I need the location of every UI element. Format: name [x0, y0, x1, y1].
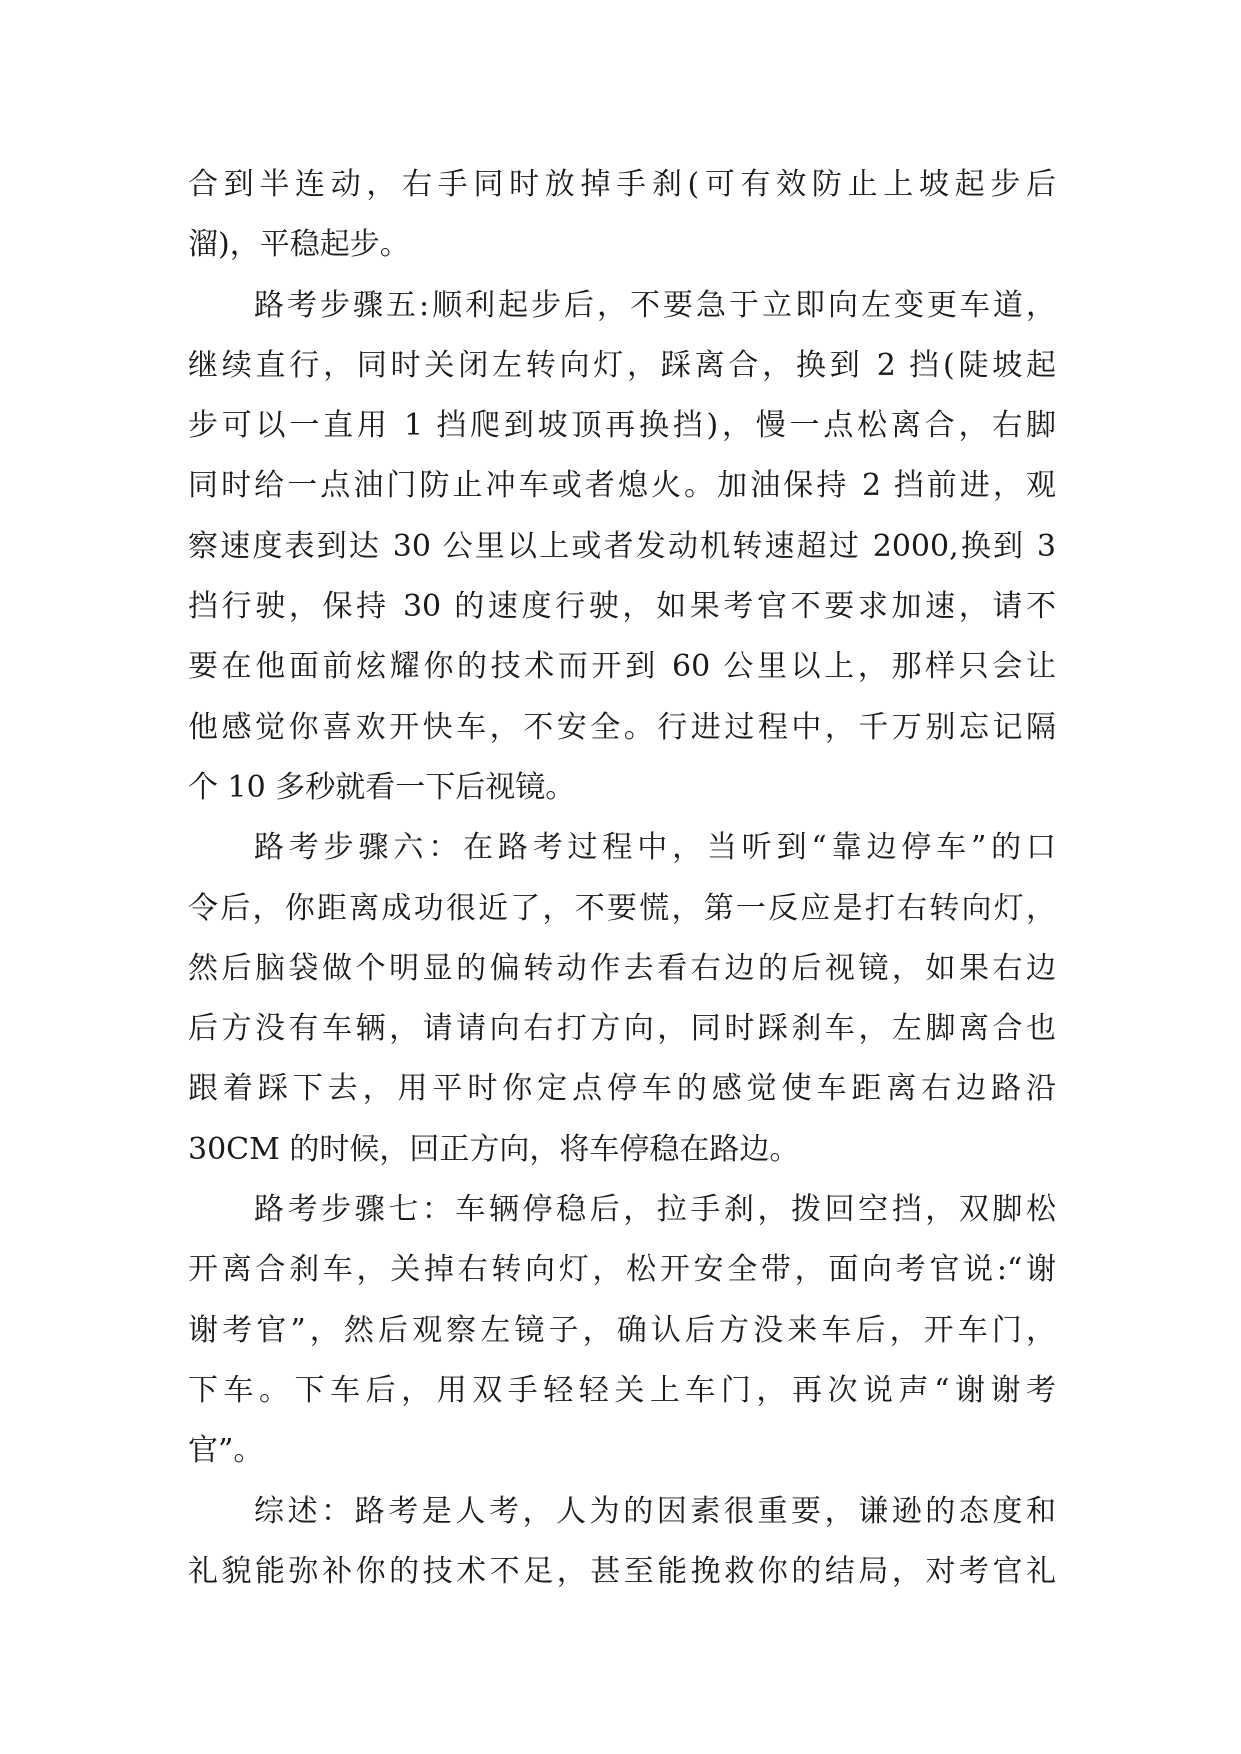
text-line: 30CM 的时候，回正方向，将车停稳在路边。	[188, 1131, 800, 1167]
text-line: 继续直行，同时关闭左转向灯，踩离合，换到 2 挡(陡坡起	[188, 347, 1056, 383]
paragraph-step-six	[188, 818, 1056, 1180]
text-line: 步可以一直用 1 挡爬到坡顶再换挡)，慢一点松离合，右脚	[188, 408, 1056, 444]
text-line: 他感觉你喜欢开快车，不安全。行进过程中，千万别忘记隔	[188, 709, 1056, 745]
text-line: 综述：路考是人考，人为的因素很重要，谦逊的态度和	[254, 1493, 1056, 1529]
text-line: 合到半连动，右手同时放掉手刹(可有效防止上坡起步后	[188, 167, 1056, 202]
paragraph-summary	[188, 1482, 1056, 1603]
text-line: 同时给一点油门防止冲车或者熄火。加油保持 2 挡前进，观	[188, 468, 1056, 504]
document-page	[188, 155, 1056, 1602]
text-line: 开离合刹车，关掉右转向灯，松开安全带，面向考官说:“谢	[188, 1252, 1056, 1288]
text-line: 溜)，平稳起步。	[188, 227, 410, 263]
text-line: 礼貌能弥补你的技术不足，甚至能挽救你的结局，对考官礼	[188, 1553, 1056, 1589]
text-line: 察速度表到达 30 公里以上或者发动机转速超过 2000,换到 3	[188, 528, 1056, 564]
text-line: 官”。	[188, 1433, 264, 1469]
text-line: 路考步骤五:顺利起步后，不要急于立即向左变更车道，	[254, 287, 1056, 323]
text-line: 下车。下车后，用双手轻轻关上车门，再次说声“谢谢考	[188, 1372, 1056, 1408]
text-line: 然后脑袋做个明显的偏转动作去看右边的后视镜，如果右边	[188, 950, 1056, 986]
paragraph-continuation	[188, 155, 1056, 276]
text-line: 个 10 多秒就看一下后视镜。	[188, 769, 576, 805]
text-line: 挡行驶，保持 30 的速度行驶，如果考官不要求加速，请不	[188, 589, 1056, 625]
text-line: 谢考官”，然后观察左镜子，确认后方没来车后，开车门，	[188, 1312, 1056, 1348]
text-line: 令后，你距离成功很近了，不要慌，第一反应是打右转向灯，	[188, 890, 1056, 926]
text-line: 要在他面前炫耀你的技术而开到 60 公里以上，那样只会让	[188, 649, 1056, 685]
text-line: 路考步骤七：车辆停稳后，拉手刹，拨回空挡，双脚松	[254, 1192, 1056, 1228]
text-line: 后方没有车辆，请请向右打方向，同时踩刹车，左脚离合也	[188, 1011, 1056, 1047]
paragraph-step-seven	[188, 1180, 1056, 1481]
text-line: 路考步骤六：在路考过程中，当听到“靠边停车”的口	[254, 830, 1056, 866]
text-line: 跟着踩下去，用平时你定点停车的感觉使车距离右边路沿	[188, 1071, 1056, 1107]
paragraph-step-five	[188, 276, 1056, 819]
